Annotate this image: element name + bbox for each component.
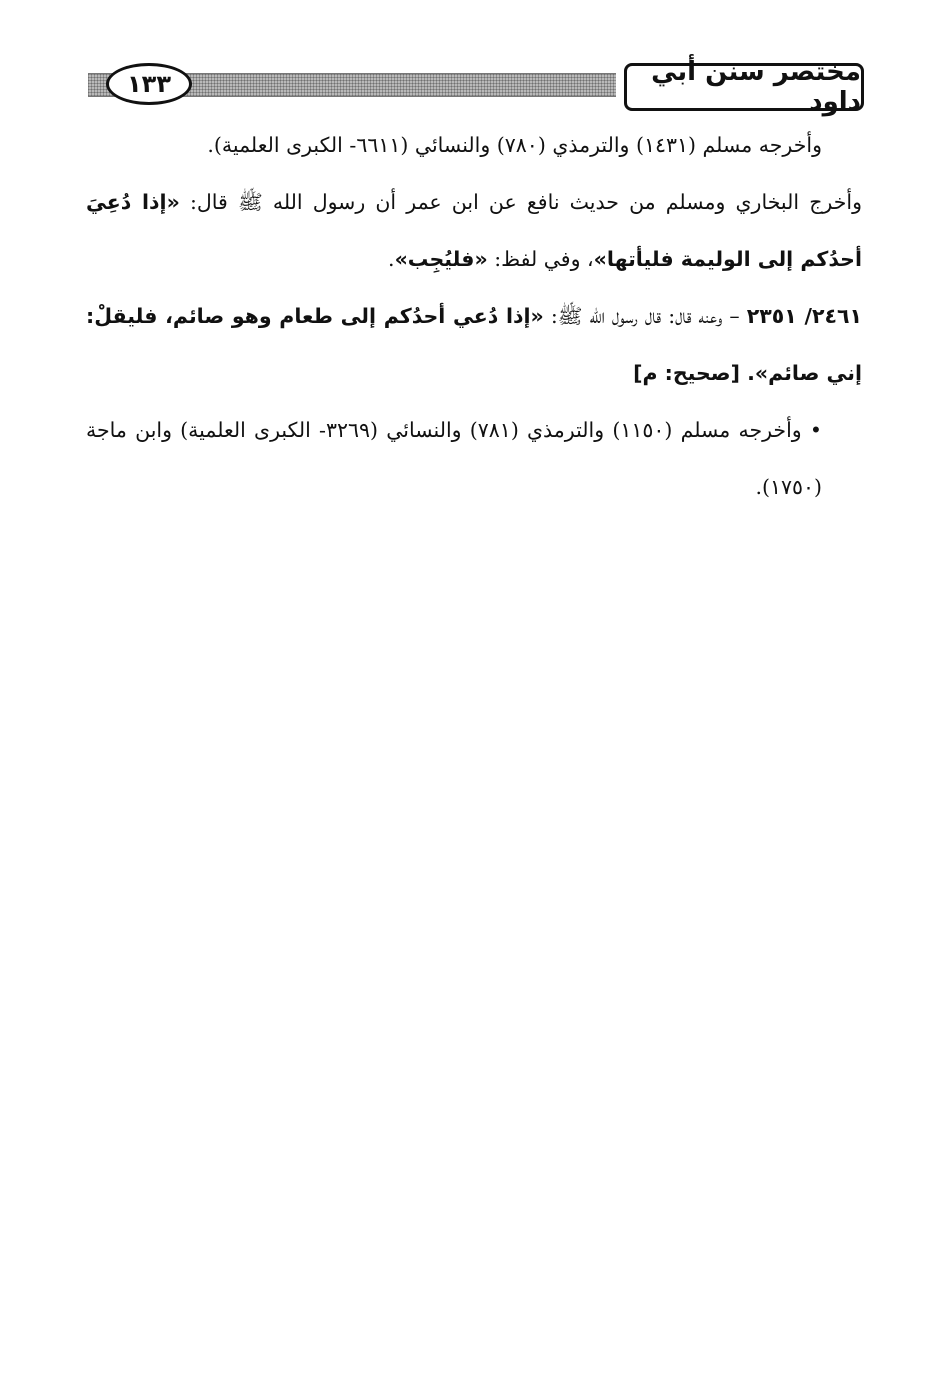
- hadith-number: ٢٤٦١/ ٢٣٥١: [746, 304, 863, 328]
- page-number: ١٣٣: [106, 63, 192, 105]
- page-body: [86, 117, 862, 516]
- hadith-intro: – وعنه قال: قال رسول الله ﷺ:: [543, 304, 747, 328]
- paragraph-2: [86, 174, 862, 288]
- paragraph-1-text: وأخرجه مسلم (١٤٣١) والترمذي (٧٨٠) والنسائي (٦٦١١- الكبرى العلمية).: [207, 133, 822, 157]
- paragraph-2-intro: وأخرج البخاري ومسلم من حديث نافع عن ابن عمر أن رسول الله ﷺ قال:: [179, 190, 863, 214]
- hadith-text: «إذا دُعي أحدُكم إلى طعام وهو صائم، فليقلْ: إني صائم». [صحيح: م]: [86, 304, 862, 385]
- hadith-quote-variant: «فليُجِب»: [394, 247, 488, 271]
- takhrij-note-text: • وأخرجه مسلم (١١٥٠) والترمذي (٧٨١) والنسائي (٣٢٦٩- الكبرى العلمية) وابن ماجة (١٧٥٠).: [86, 418, 822, 499]
- hadith-quote: «إذا دُعِيَ أحدُكم إلى الوليمة فليأتها»: [86, 190, 862, 271]
- paragraph-1: [86, 117, 862, 174]
- book-title: مختصر سنن أبي داود: [624, 63, 864, 111]
- paragraph-2-mid: ، وفي لفظ:: [487, 247, 594, 271]
- page-header: [88, 57, 864, 117]
- paragraph-2-end: .: [388, 247, 395, 271]
- takhrij-note: [86, 402, 862, 516]
- hadith-entry: [86, 288, 862, 402]
